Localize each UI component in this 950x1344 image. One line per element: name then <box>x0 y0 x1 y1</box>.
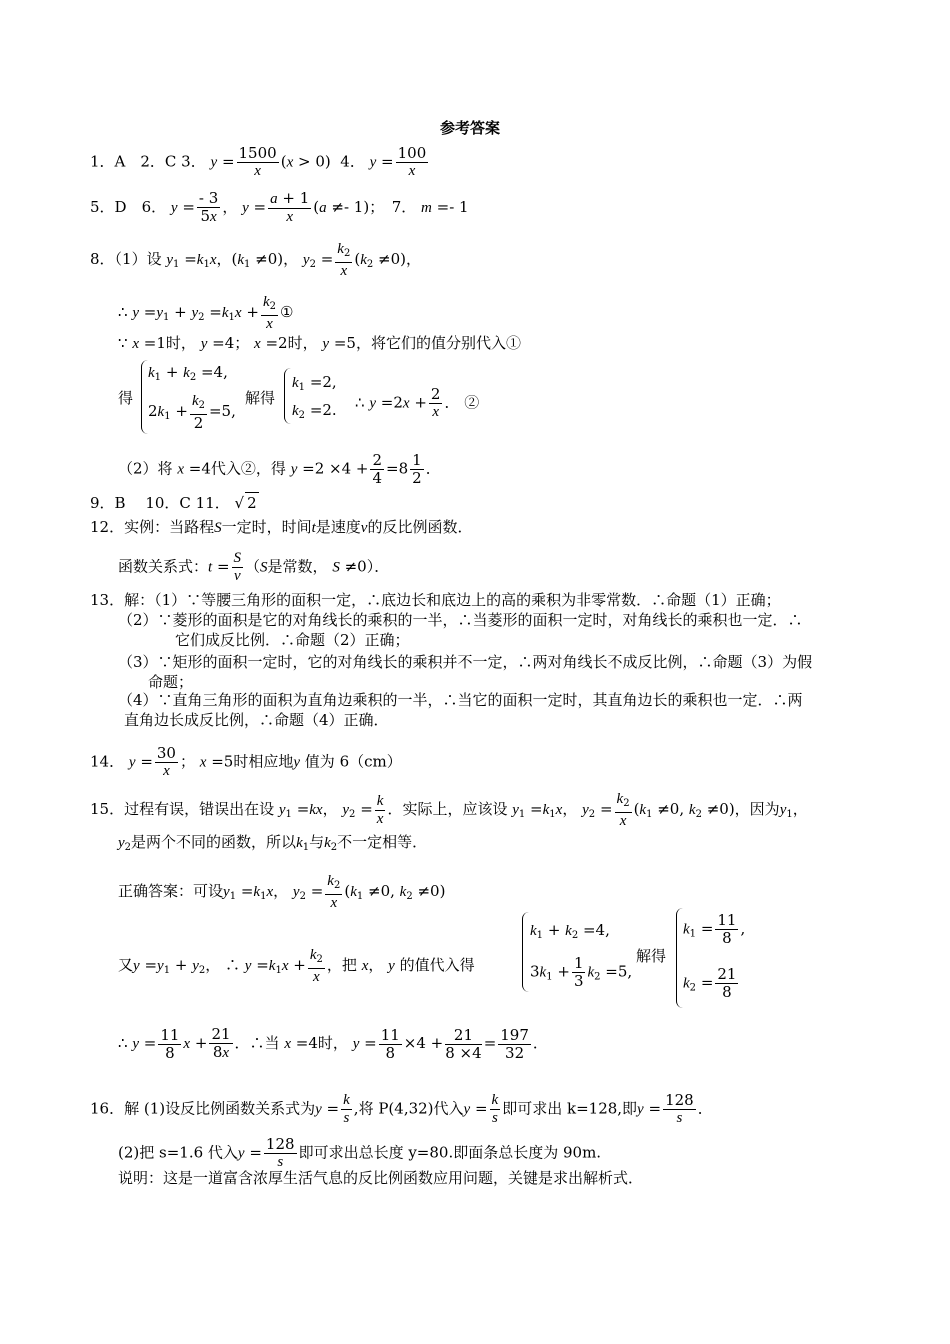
answer-8-sol2: $k_2 =2$. <box>292 401 337 421</box>
answer-8-part2: （2）将 x =4代入②，得 y =2 ×4 + $\frac{2}{4}$ =8 $\frac{1}{2}$ ． <box>118 451 441 487</box>
answer-14: 14． y = $\frac{30}{x}$ ； x =5时相应地y 值为 6（cm） <box>90 744 402 779</box>
answer-13-5: 命题； <box>148 673 194 691</box>
answer-8-cond: ∵ x =1时， y =4； x =2时， y =5，将它们的值分别代入① <box>118 334 521 352</box>
answer-15-sol2: $k_2$ = $\frac{21}{8}$ <box>683 965 737 1001</box>
answer-13-1: 13．解：（1）∵等腰三角形的面积一定，∴底边长和底边上的高的乘积为非零常数．∴命题（1）正确； <box>90 591 781 609</box>
answer-12: 12．实例：当路程S一定时，时间t是速度v的反比例函数． <box>90 518 473 536</box>
answer-15-sol1: $k_1$ = $\frac{11}{8}$ , <box>683 911 746 947</box>
answer-13-7: 直角边长成反比例，∴命题（4）正确． <box>124 711 389 729</box>
answer-15-4: 又$y =y_1 + y_2$， ∴ $y =k_1x$ + $\frac{k_2}{x}$ ，把 x， y 的值代入得 <box>118 947 475 985</box>
answer-8-eq1: $k_1 + k_2 =4$, <box>148 363 228 383</box>
answer-9-11: 9．B 10．C 11． √ 2 <box>90 494 257 512</box>
answer-13-3: 它们成反比例．∴命题（2）正确； <box>175 631 410 649</box>
answer-8-setup: 8．（1）设 $y_1 =k_1x$，$(k_1 \ne 0)$， $y_2$ = $\frac{k_2}{x}$ $(k_2 \ne 0)$， <box>90 241 421 279</box>
answer-8-sum: ∴ $y =y_1 + y_2 =k_1x$ + $\frac{k_2}{x}$ ① <box>118 294 294 332</box>
answer-8-de: 得 <box>118 389 134 407</box>
answer-16-note: 说明：这是一道富含浓厚生活气息的反比例函数应用问题，关键是求出解析式． <box>118 1169 644 1187</box>
answer-8-eq2: $2k_1$ + $\frac{k_2}{2}$ =5, <box>148 393 236 432</box>
answer-13-4: （3）∵矩形的面积一定时，它的对角线长的乘积并不一定，∴两对角线长不成反比例，∴命题（3）为假 <box>118 653 813 671</box>
answer-8-result: ∴ y =2x + $\frac{2}{x}$ ． ② <box>355 385 480 420</box>
answer-12-formula: 函数关系式：t = $\frac{S}{v}$ （S是常数， S ≠0）． <box>118 550 390 584</box>
answer-15-3: 正确答案：可设$y_1 =k_1x$， $y_2$ = $\frac{k_2}{x}$ ($k_1 \ne 0$, $k_2 \ne 0$) <box>118 873 446 911</box>
answer-13-2: （2）∵菱形的面积是它的对角线长的乘积的一半，∴当菱形的面积一定时，对角线长的乘积也一定．∴ <box>118 611 803 629</box>
answer-15-1: 15．过程有误，错误出在设 $y_1 =kx$， $y_2$ = $\frac{k}{x}$ ．实际上，应该设 $y_1 =k_1x$， $y_2$ = $\frac{k_2}{x}$ ($k_1 \ne 0$, $k_2 \ne 0$)，因为$y_1$， <box>90 791 808 829</box>
answer-15-eq2: $3k_1$ + $\frac{1}{3}$ $k_2 =5$, <box>530 954 633 990</box>
answer-5-7: 5．D 6． y = $\frac{- 3}{5x}$ ， y = $\frac{a + 1}{x}$ (a ≠- 1)； 7． m =- 1 <box>90 189 469 225</box>
answer-15-jd: 解得 <box>636 947 667 965</box>
page-title: 参考答案 <box>440 119 501 137</box>
answer-16-1: 16．解 (1)设反比例函数关系式为y = $\frac{k}{s}$ ,将 P(4,32)代入y = $\frac{k}{s}$ 即可求出 k=128,即y = $\frac{128}{s}$ ． <box>90 1091 713 1126</box>
answer-15-eq1: $k_1 + k_2 =4$, <box>530 921 610 941</box>
answer-13-6: （4）∵直角三角形的面积为直角边乘积的一半，∴当它的面积一定时，其直角边长的乘积也一定．∴两 <box>118 691 803 709</box>
answer-1-4: 1．A 2．C 3． y = $\frac{1500}{x}$ (x > 0) 4． y = $\frac{100}{x}$ <box>90 144 427 179</box>
answer-16-2: (2)把 s=1.6 代入y = $\frac{128}{s}$ 即可求出总长度 y=80.即面条总长度为 90m. <box>118 1135 602 1170</box>
answer-15-2: $y_2$是两个不同的函数，所以$k_1$与$k_2$不一定相等． <box>118 833 428 853</box>
answer-8-sol: $k_1 =2$, <box>292 373 337 393</box>
answer-8-jd: 解得 <box>245 389 276 407</box>
answer-15-result: ∴ y = $\frac{11}{8}$ x + $\frac{21}{8x}$ ．∴当 x =4时， y = $\frac{11}{8}$ ×4 + $\frac{21}{8 \times 4}$ = $\frac{197}{32}$ ． <box>118 1025 548 1062</box>
